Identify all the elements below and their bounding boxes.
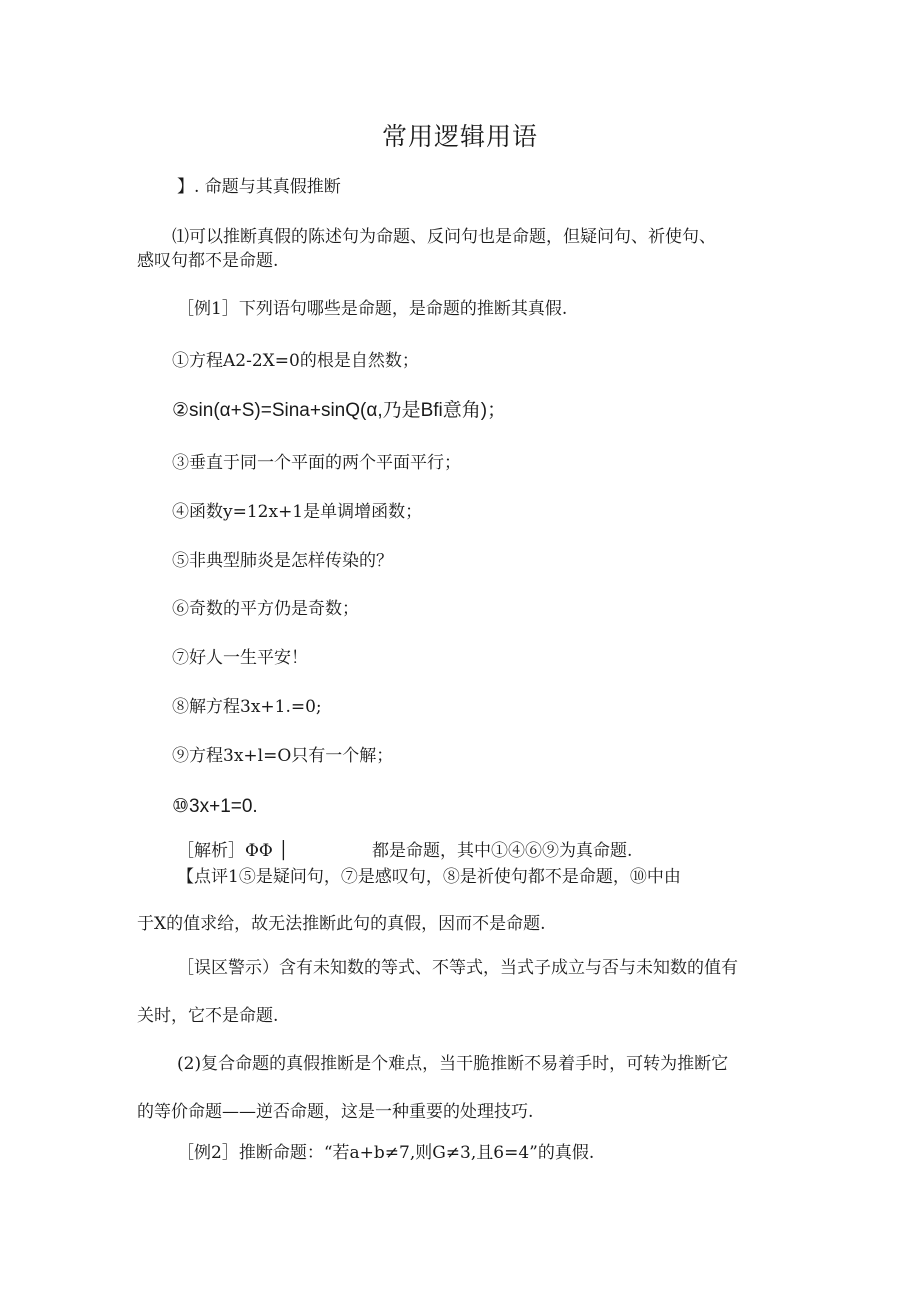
list-item-4: ④函数y=12x+1是单调增函数； xyxy=(172,502,423,522)
list-item-10: ⑩3x+1=0. xyxy=(172,796,258,817)
warning-line-2: 关时，它不是命题. xyxy=(137,1006,279,1026)
example-1-prompt: ［例1］下列语句哪些是命题，是命题的推断其真假. xyxy=(177,299,568,319)
list-item-8: ⑧解方程3x+1.=0; xyxy=(172,697,322,717)
paragraph-2-line-2: 的等价命题——逆否命题，这是一种重要的处理技巧. xyxy=(137,1102,534,1122)
page-title: 常用逻辑用语 xyxy=(381,122,538,151)
paragraph-1-line-2: 感叹句都不是命题. xyxy=(137,251,279,271)
list-item-2: ②sin(α+S)=Sina+sinQ(α,乃是Bfi意角)； xyxy=(172,400,507,421)
paragraph-1-line-1: ⑴可以推断真假的陈述句为命题、反问句也是命题，但疑问句、祈使句、 xyxy=(172,227,716,247)
comment-line-2: 于X的值求给，故无法推断此句的真假，因而不是命题. xyxy=(137,914,546,934)
list-item-3: ③垂直于同一个平面的两个平面平行； xyxy=(172,453,461,473)
analysis-rest: 都是命题，其中①④⑥⑨为真命题. xyxy=(372,841,633,861)
paragraph-2-line-1: (2)复合命题的真假推断是个难点，当干脆推断不易着手时，可转为推断它 xyxy=(177,1054,729,1074)
list-item-7: ⑦好人一生平安！ xyxy=(172,648,308,668)
list-item-6: ⑥奇数的平方仍是奇数； xyxy=(172,599,359,619)
warning-line-1: ［误区警示）含有未知数的等式、不等式，当式子成立与否与未知数的值有 xyxy=(177,958,738,978)
analysis-prefix: ［解析］ΦΦ │ xyxy=(177,841,289,861)
section-heading: 】. 命题与其真假推断 xyxy=(177,177,341,197)
list-item-9: ⑨方程3x+l=O只有一个解； xyxy=(172,746,394,766)
example-2-prompt: ［例2］推断命题：“若a+b≠7,则G≠3,且6=4”的真假. xyxy=(177,1143,595,1163)
list-item-5: ⑤非典型肺炎是怎样传染的？ xyxy=(172,551,393,571)
comment-line-1: 【点评1⑤是疑问句，⑦是感叹句，⑧是祈使句都不是命题，⑩中由 xyxy=(177,867,681,887)
list-item-1: ①方程A2-2X=0的根是自然数； xyxy=(172,351,419,371)
